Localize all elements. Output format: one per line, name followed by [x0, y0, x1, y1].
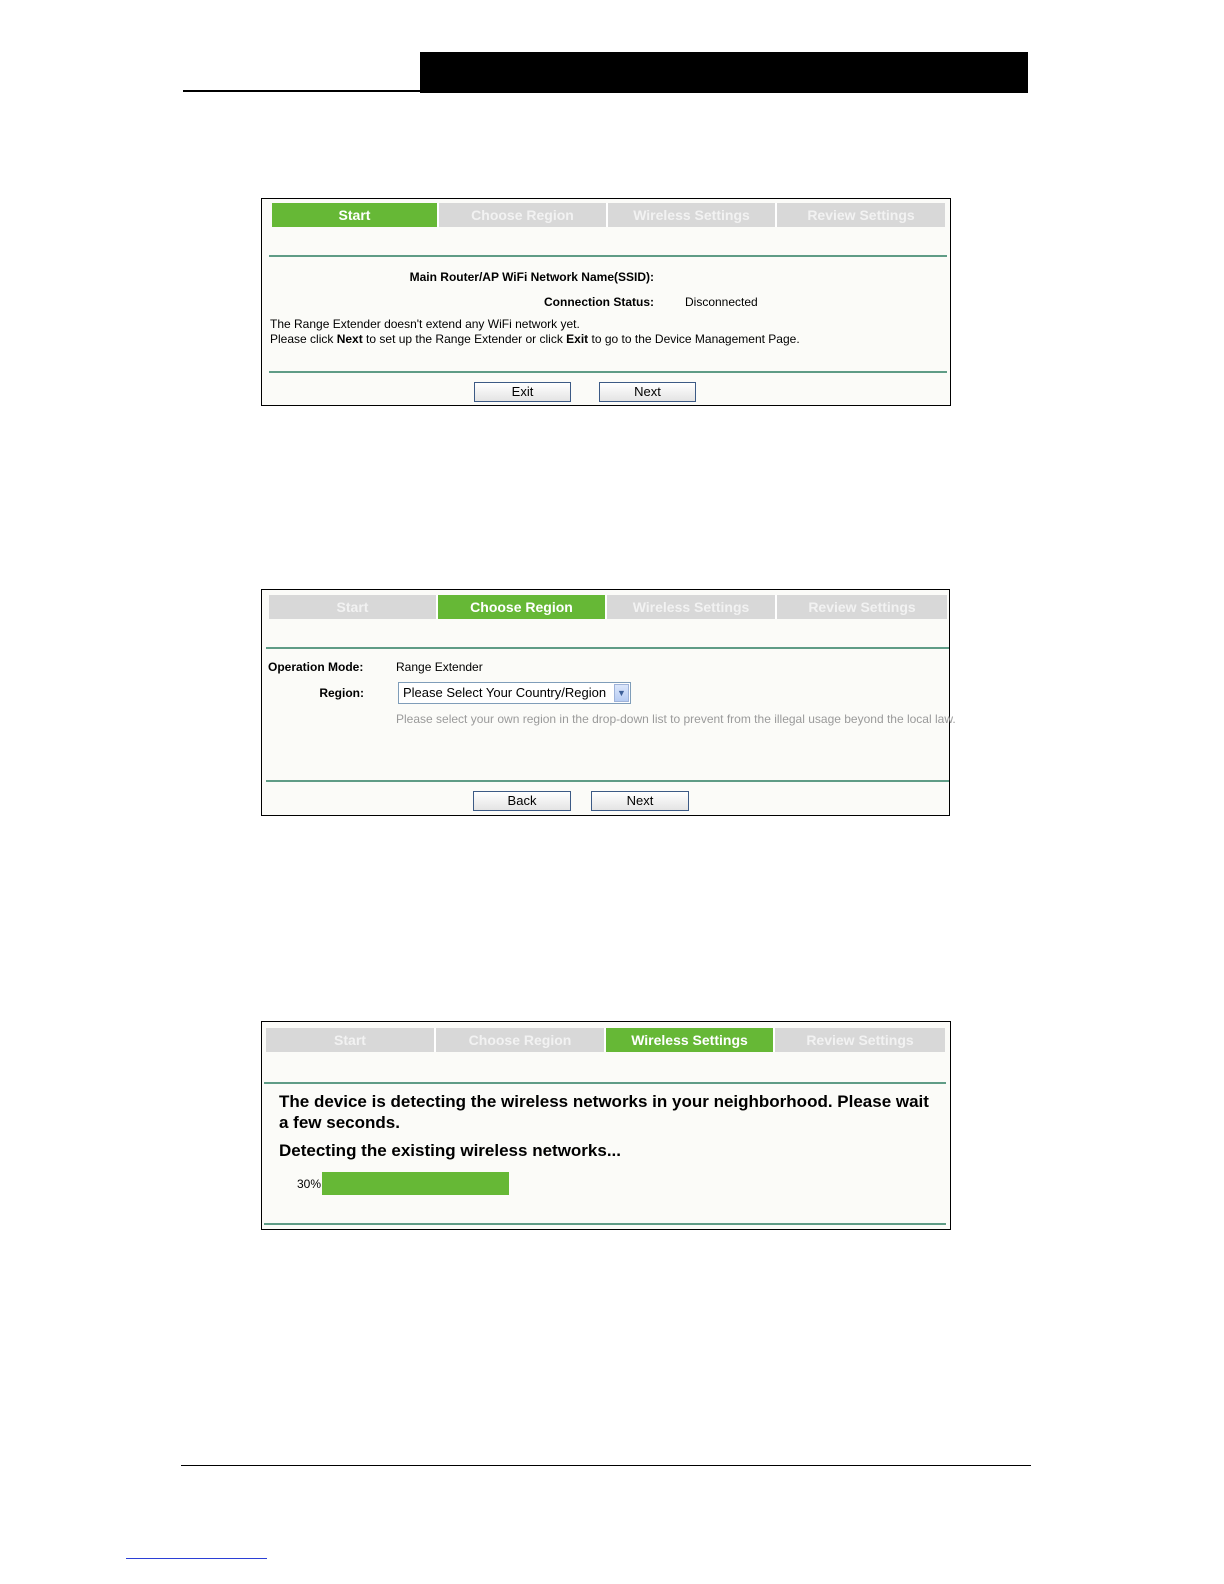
operation-mode-label: Operation Mode: [268, 660, 364, 674]
wizard-tabs [269, 595, 947, 619]
detecting-message-line-1: The device is detecting the wireless networks in your neighborhood. Please wait [279, 1092, 929, 1111]
footer-rule [181, 1465, 1031, 1466]
info-next-keyword: Next [336, 332, 363, 346]
region-select-value: Please Select Your Country/Region [403, 685, 607, 700]
tab-start: Start [269, 595, 438, 619]
divider [264, 1082, 946, 1084]
tab-review-settings: Review Settings [777, 203, 945, 227]
quick-setup-region-panel [261, 589, 956, 816]
quick-setup-start-panel [261, 198, 951, 406]
connection-status-label: Connection Status: [544, 295, 654, 309]
info-text: Please click [270, 332, 337, 346]
info-line-2 [270, 332, 800, 346]
tab-choose-region: Choose Region [439, 203, 608, 227]
divider [269, 255, 947, 257]
header-rule [183, 90, 420, 92]
divider [269, 371, 947, 373]
divider [264, 1223, 946, 1225]
divider [266, 647, 949, 649]
tab-choose-region: Choose Region [436, 1028, 606, 1052]
divider [266, 780, 949, 782]
tab-wireless-settings: Wireless Settings [607, 595, 777, 619]
wizard-tabs [266, 1028, 945, 1052]
detecting-message-line-2: a few seconds. [279, 1113, 400, 1132]
region-select[interactable] [398, 682, 631, 704]
region-hint: Please select your own region in the drop-down list to prevent from the illegal usage beyond the local law. [396, 712, 956, 726]
tab-review-settings: Review Settings [777, 595, 947, 619]
wizard-tabs [272, 203, 945, 227]
progress-label: 30% [297, 1177, 322, 1191]
info-text: to set up the Range Extender or click [362, 332, 567, 346]
next-button[interactable]: Next [599, 382, 696, 402]
tab-wireless-settings: Wireless Settings [606, 1028, 775, 1052]
header-bar [420, 52, 1028, 93]
tab-wireless-settings: Wireless Settings [608, 203, 777, 227]
next-button[interactable]: Next [591, 791, 689, 811]
connection-status-value: Disconnected [685, 295, 758, 309]
chevron-down-icon[interactable]: ▼ [614, 684, 629, 702]
progress-bar [322, 1172, 509, 1195]
tab-choose-region: Choose Region [438, 595, 607, 619]
tab-start: Start [272, 203, 439, 227]
ssid-label: Main Router/AP WiFi Network Name(SSID): [409, 270, 654, 284]
operation-mode-value: Range Extender [396, 660, 483, 674]
footer-link-underline [126, 1558, 267, 1559]
back-button[interactable]: Back [473, 791, 571, 811]
tab-start: Start [266, 1028, 436, 1052]
quick-setup-wireless-panel [261, 1021, 951, 1230]
region-label: Region: [319, 686, 364, 700]
info-exit-keyword: Exit [566, 332, 589, 346]
info-line-1: The Range Extender doesn't extend any WiFi network yet. [270, 317, 580, 331]
tab-review-settings: Review Settings [775, 1028, 945, 1052]
info-text: to go to the Device Management Page. [588, 332, 800, 346]
detecting-status: Detecting the existing wireless networks... [279, 1141, 621, 1160]
exit-button[interactable]: Exit [474, 382, 571, 402]
